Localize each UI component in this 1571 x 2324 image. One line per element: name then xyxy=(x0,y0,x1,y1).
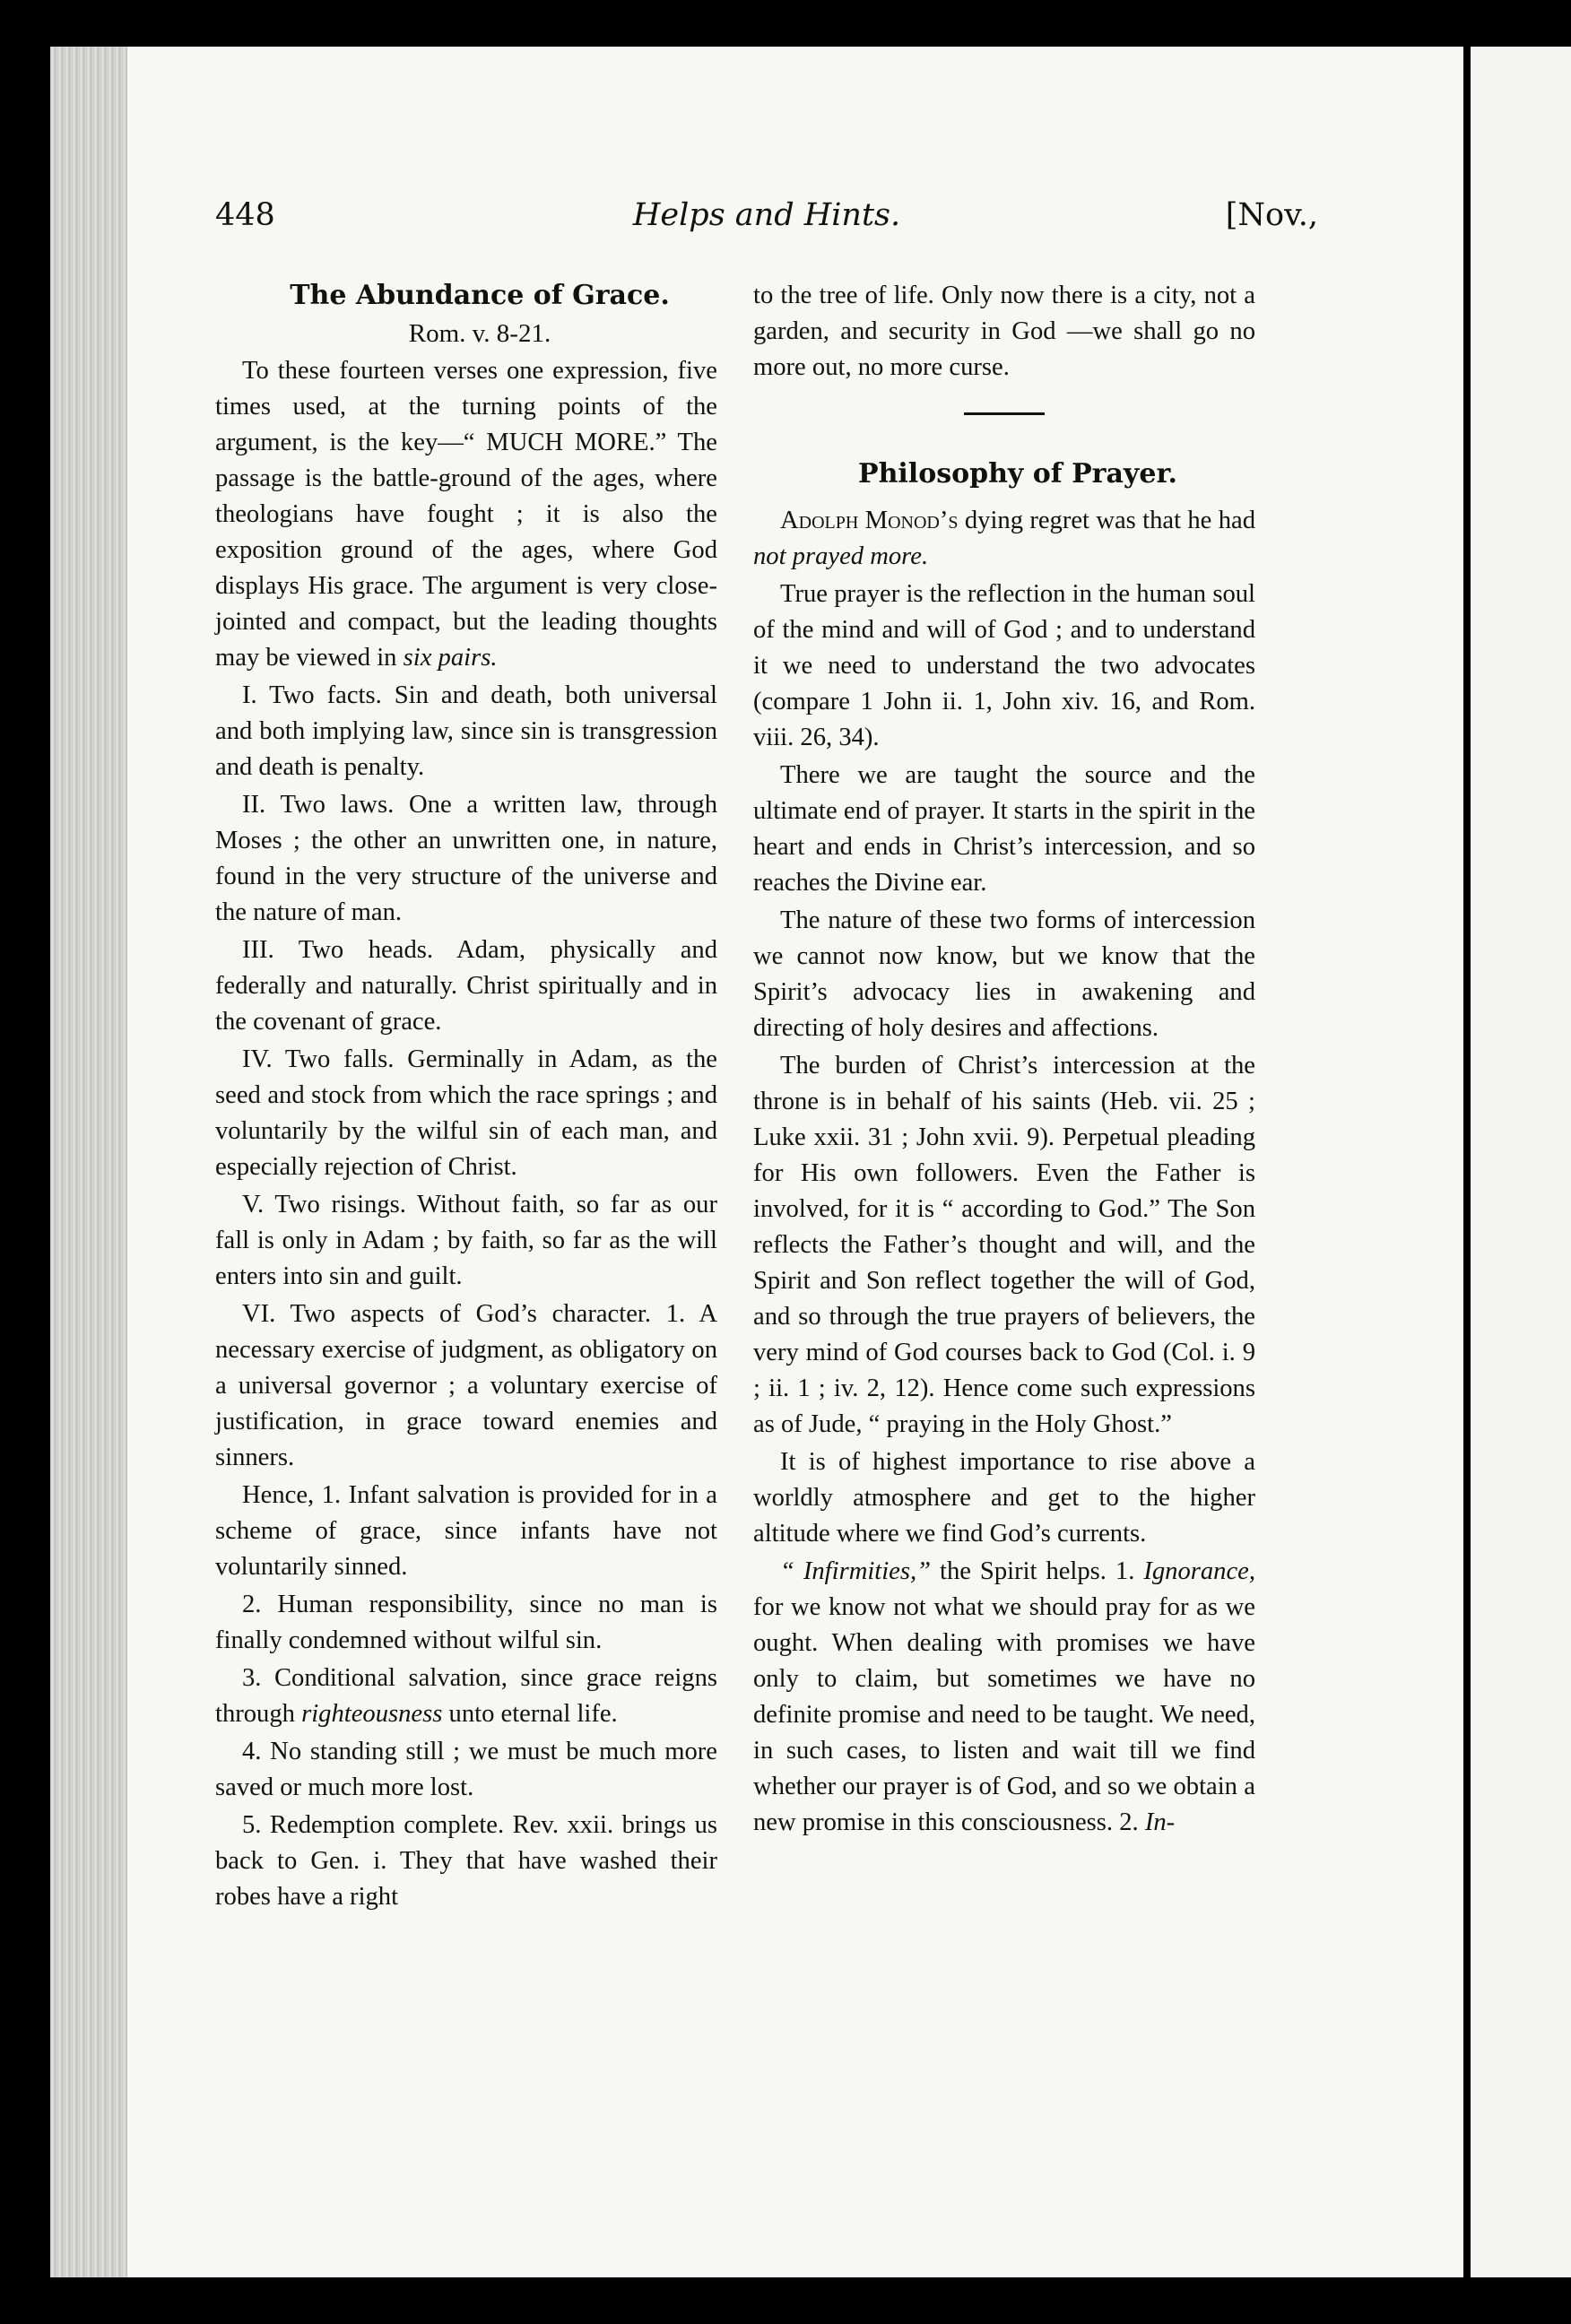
paragraph: True prayer is the reflection in the human soul of the mind and will of God ; and to understand it we need to understand the two advocates (compare 1 John ii. 1, John xiv. 16, and Rom. viii. 26, 34). xyxy=(753,580,1255,751)
paragraph: The nature of these two forms of intercession we cannot now know, but we know that the Spirit’s advocacy lies in awakening and directing of holy desires and affections. xyxy=(753,906,1255,1042)
paragraph: VI. Two aspects of God’s character. 1. A necessary exercise of judgment, as obligatory on a universal governor ; a voluntary exercise of justification, in grace toward enemies and sinners. xyxy=(215,1300,717,1471)
article-heading-abundance-of-grace: The Abundance of Grace. xyxy=(290,280,670,311)
header-month: [Nov., xyxy=(1225,197,1318,233)
paragraph: It is of highest importance to rise above a worldly atmosphere and get to the higher altitude where we find God’s currents. xyxy=(753,1448,1255,1548)
right-column xyxy=(753,278,1255,1843)
paragraph: Adolph Monod’s dying regret was that he had not prayed more. xyxy=(753,507,1255,570)
running-header xyxy=(215,197,1318,247)
section-divider xyxy=(964,412,1045,415)
paragraph: The burden of Christ’s intercession at the throne is in behalf of his saints (Heb. vii. 25 ; Luke xxii. 31 ; John xvii. 9). Perpetual pleading for His own followers. Even the Father is involved, for it is “ according to God.” The Son reflects the Father’s thought and will, and the Spirit and Son reflect together the will of God, and so through the true prayers of believers, the very mind of God courses back to God (Col. i. 9 ; ii. 1 ; iv. 2, 12). Hence come such expressions as of Jude, “ praying in the Holy Ghost.” xyxy=(753,1052,1255,1438)
scripture-reference: Rom. v. 8-21. xyxy=(408,319,551,348)
paragraph: I. Two facts. Sin and death, both universal and both implying law, since sin is transgression and death is penalty. xyxy=(215,681,717,781)
paragraph: “ Infirmities,” the Spirit helps. 1. Ignorance, for we know not what we should pray for as we ought. When dealing with promises we have only to claim, but sometimes we have no definite promise and need to be taught. We need, in such cases, to listen and wait till we find whether our prayer is of God, and so we obtain a new promise in this consciousness. 2. In- xyxy=(753,1557,1255,1836)
facing-page-edge xyxy=(1471,47,1571,2277)
page-binding-edge xyxy=(50,47,127,2277)
paragraph: 5. Redemption complete. Rev. xxii. brings us back to Gen. i. They that have washed their robes have a right xyxy=(215,1811,717,1911)
page-number: 448 xyxy=(215,197,275,233)
paragraph: 2. Human responsibility, since no man is finally condemned without wilful sin. xyxy=(215,1591,717,1654)
left-column xyxy=(215,278,717,1917)
running-title: Helps and Hints. xyxy=(632,197,901,233)
paragraph: Hence, 1. Infant salvation is provided for in a scheme of grace, since infants have not voluntarily sinned. xyxy=(215,1481,717,1581)
paragraph: III. Two heads. Adam, physically and federally and naturally. Christ spiritually and in the covenant of grace. xyxy=(215,936,717,1036)
paragraph: 4. No standing still ; we must be much more saved or much more lost. xyxy=(215,1738,717,1801)
paragraph: IV. Two falls. Germinally in Adam, as the seed and stock from which the race springs ; and voluntarily by the wilful sin of each man, and especially rejection of Christ. xyxy=(215,1045,717,1181)
paragraph: II. Two laws. One a written law, through Moses ; the other an unwritten one, in nature, found in the very structure of the universe and the nature of man. xyxy=(215,791,717,926)
paragraph-continued: to the tree of life. Only now there is a city, not a garden, and security in God —we shall go no more out, no more curse. xyxy=(753,282,1255,381)
paragraph: 3. Conditional salvation, since grace reigns through righteousness unto eternal life. xyxy=(215,1664,717,1728)
paragraph: There we are taught the source and the ultimate end of prayer. It starts in the spirit in the heart and ends in Christ’s intercession, and so reaches the Divine ear. xyxy=(753,761,1255,897)
article-heading-philosophy-of-prayer: Philosophy of Prayer. xyxy=(858,458,1177,490)
paragraph: To these fourteen verses one expression, five times used, at the turning points of the argument, is the key—“ MUCH MORE.” The passage is the battle-ground of the ages, where theologians have fought ; it is also the exposition ground of the ages, where God displays His grace. The argument is very close-jointed and compact, but the leading thoughts may be viewed in six pairs. xyxy=(215,357,717,672)
paragraph: V. Two risings. Without faith, so far as our fall is only in Adam ; by faith, so far as the will enters into sin and guilt. xyxy=(215,1191,717,1290)
